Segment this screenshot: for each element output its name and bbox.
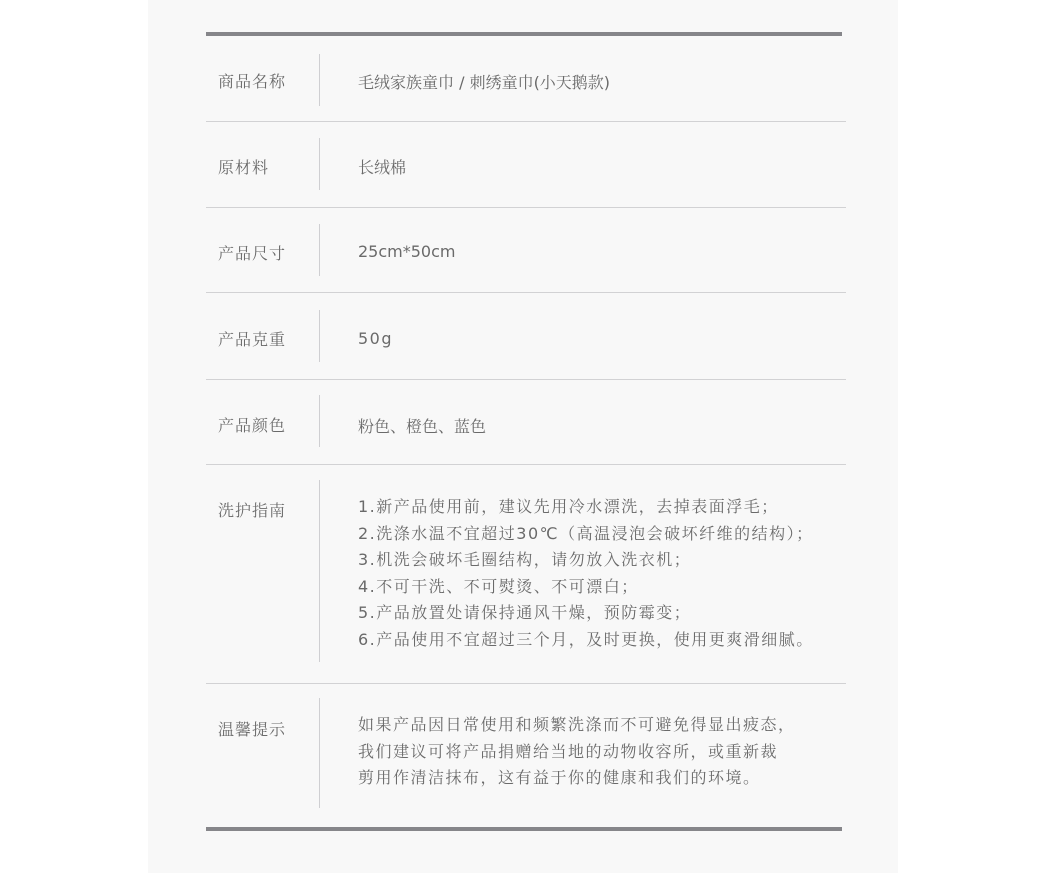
row-value-weight: 50g [358, 329, 394, 348]
row-separator [319, 310, 320, 362]
row-label-colors: 产品颜色 [218, 416, 287, 435]
tips-line: 剪用作清洁抹布，这有益于你的健康和我们的环境。 [358, 768, 761, 787]
row-value-colors: 粉色、橙色、蓝色 [358, 417, 487, 436]
bottom-rule [206, 827, 842, 831]
row-divider [206, 379, 846, 380]
row-label-weight: 产品克重 [218, 330, 287, 349]
row-separator [319, 138, 320, 190]
care-line: 4.不可干洗、不可熨烫、不可漂白； [358, 576, 639, 596]
row-divider [206, 207, 846, 208]
care-line: 1.新产品使用前，建议先用冷水漂洗，去掉表面浮毛； [358, 497, 779, 516]
care-line: 6.产品使用不宜超过三个月，及时更换，使用更爽滑细腻。 [358, 629, 814, 649]
row-separator [319, 54, 320, 106]
row-label-size: 产品尺寸 [218, 244, 287, 263]
care-line: 2.洗涤水温不宜超过30℃（高温浸泡会破坏纤维的结构）； [358, 523, 814, 543]
row-divider [206, 683, 846, 684]
row-label-product-name: 商品名称 [218, 72, 287, 91]
row-separator [319, 698, 320, 808]
row-divider [206, 464, 846, 465]
row-label-tips: 温馨提示 [218, 720, 287, 739]
care-line: 5.产品放置处请保持通风干燥，预防霉变； [358, 603, 692, 622]
row-label-care-guide: 洗护指南 [218, 501, 287, 520]
row-separator [319, 480, 320, 662]
row-value-size: 25cm*50cm [358, 242, 456, 261]
row-divider [206, 292, 846, 293]
row-separator [319, 395, 320, 447]
row-label-material: 原材料 [218, 158, 270, 177]
care-guide-list [358, 494, 814, 653]
row-separator [319, 224, 320, 276]
row-value-product-name: 毛绒家族童巾 / 刺绣童巾(小天鹅款) [358, 73, 611, 92]
top-rule [206, 32, 842, 36]
tips-text [358, 712, 796, 792]
row-divider [206, 121, 846, 122]
care-line: 3.机洗会破坏毛圈结构，请勿放入洗衣机； [358, 550, 692, 569]
tips-line: 如果产品因日常使用和频繁洗涤而不可避免得显出疲态， [358, 715, 796, 734]
tips-line: 我们建议可将产品捐赠给当地的动物收容所，或重新裁 [358, 741, 779, 761]
row-value-material: 长绒棉 [358, 158, 407, 177]
